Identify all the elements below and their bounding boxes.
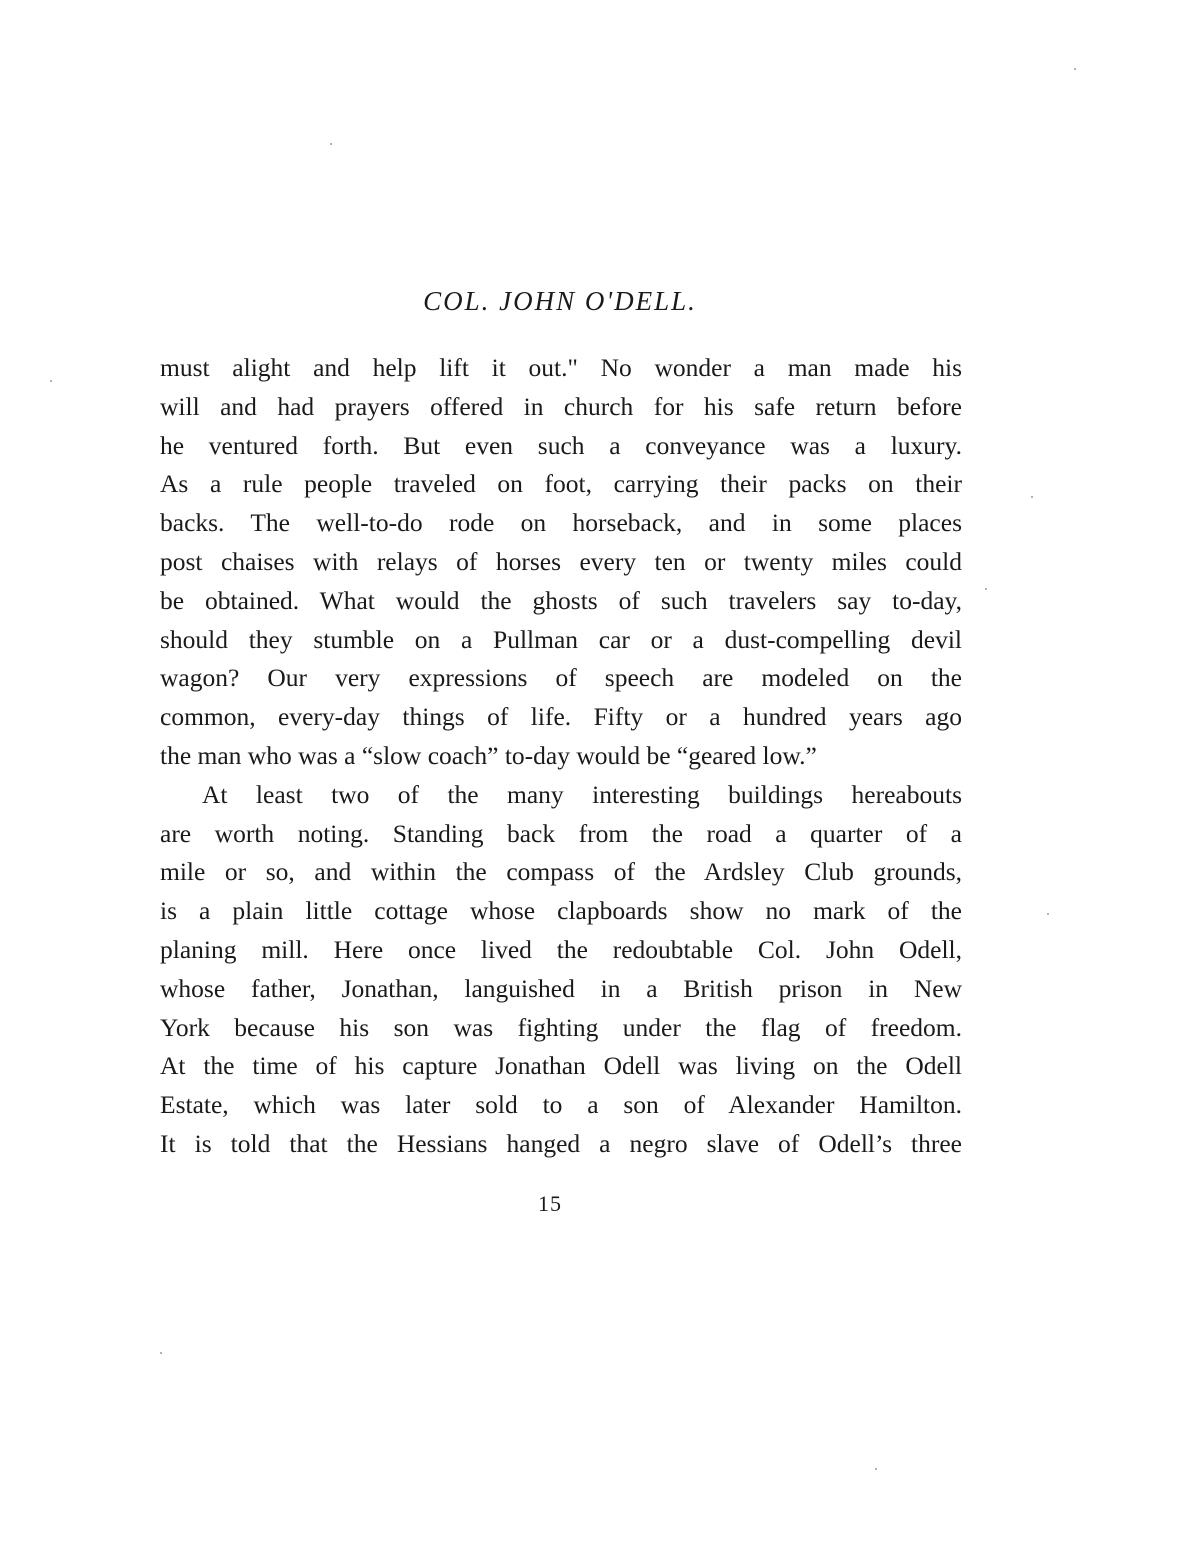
text-line: he ventured forth. But even such a conveyance was a luxury. <box>160 430 962 460</box>
text-line: common, every-day things of life. Fifty or a hundred years ago <box>160 702 962 732</box>
scan-speck <box>160 1352 162 1354</box>
text-line: At least two of the many interesting buildings hereabouts <box>202 779 962 809</box>
body-text <box>160 349 962 1164</box>
scan-speck <box>1031 496 1033 498</box>
scan-speck <box>985 588 987 590</box>
text-line: is a plain little cottage whose clapboards show no mark of the <box>160 896 962 926</box>
scan-speck <box>50 380 52 382</box>
text-line: At the time of his capture Jonathan Odell was living on the Odell <box>160 1051 962 1081</box>
text-line: post chaises with relays of horses every ten or twenty miles could <box>160 546 962 576</box>
text-line: the man who was a “slow coach” to-day would be “geared low.” <box>160 740 817 770</box>
text-line: York because his son was fighting under the flag of freedom. <box>160 1012 962 1042</box>
text-line: are worth noting. Standing back from the road a quarter of a <box>160 818 962 848</box>
text-line: must alight and help lift it out." No wonder a man made his <box>160 353 962 382</box>
text-line: will and had prayers offered in church for his safe return before <box>160 391 962 421</box>
text-line: wagon? Our very expressions of speech are modeled on the <box>160 663 962 693</box>
text-line: should they stumble on a Pullman car or a dust-compelling devil <box>160 624 962 654</box>
scan-speck <box>1047 913 1049 915</box>
text-line: planing mill. Here once lived the redoubtable Col. John Odell, <box>160 934 962 964</box>
text-line: Estate, which was later sold to a son of Alexander Hamilton. <box>160 1090 962 1120</box>
text-line: It is told that the Hessians hanged a negro slave of Odell’s three <box>160 1128 962 1158</box>
scan-speck <box>330 143 332 145</box>
text-line: mile or so, and within the compass of the Ardsley Club grounds, <box>160 857 962 887</box>
text-line: backs. The well-to-do rode on horseback, and in some places <box>160 508 962 538</box>
scan-speck <box>1074 68 1076 70</box>
scan-speck <box>875 1468 877 1470</box>
text-line: be obtained. What would the ghosts of such travelers say to-day, <box>160 585 962 615</box>
page-number: 15 <box>538 1191 562 1216</box>
text-line: As a rule people traveled on foot, carrying their packs on their <box>160 469 962 499</box>
running-head: COL. JOHN O'DELL. <box>423 286 697 316</box>
text-line: whose father, Jonathan, languished in a British prison in New <box>160 973 962 1003</box>
